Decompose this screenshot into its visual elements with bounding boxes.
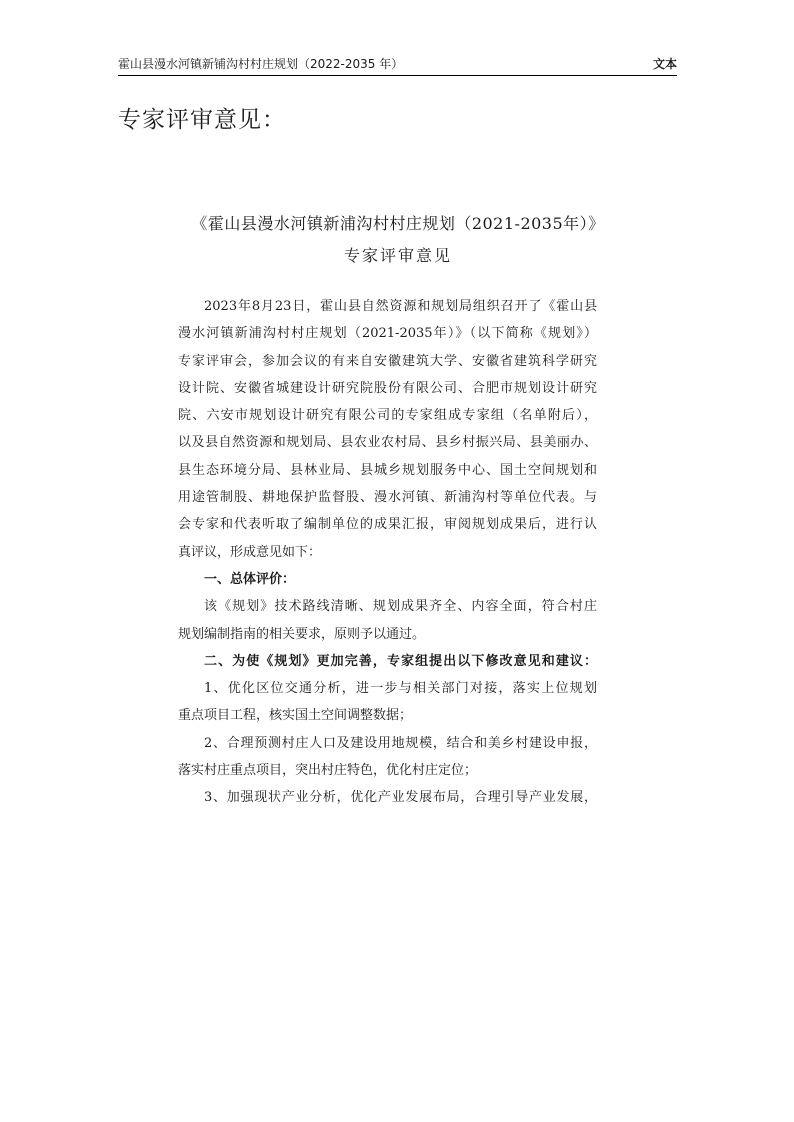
body-line: 设计院、安徽省城建设计研究院股份有限公司、合肥市规划设计研究	[178, 380, 597, 396]
document-title: 《霍山县漫水河镇新浦沟村村庄规划（2021-2035年）》	[191, 214, 605, 233]
review-body	[178, 293, 597, 812]
body-line: 规划编制指南的相关要求，原则予以通过。	[178, 626, 426, 642]
document-subtitle: 专家评审意见	[343, 246, 452, 265]
body-line: 真评议，形成意见如下：	[178, 544, 322, 560]
body-line: 该《规划》技术路线清晰、规划成果齐全、内容全面，符合村庄	[204, 599, 597, 615]
body-line: 以及县自然资源和规划局、县农业农村局、县乡村振兴局、县美丽办、	[178, 435, 597, 451]
section-heading: 专家评审意见：	[118, 107, 286, 133]
body-line: 3、加强现状产业分析，优化产业发展布局，合理引导产业发展，	[204, 790, 597, 806]
body-line: 2023年8月23日，霍山县自然资源和规划局组织召开了《霍山县	[204, 299, 597, 314]
body-line: 院、六安市规划设计研究有限公司的专家组成专家组（名单附后），	[178, 408, 597, 424]
section-two-heading: 二、为使《规划》更加完善，专家组提出以下修改意见和建议：	[204, 653, 597, 669]
body-line: 漫水河镇新浦沟村村庄规划（2021-2035年）》（以下简称《规划》）	[178, 326, 597, 342]
section-one-heading: 一、总体评价：	[204, 571, 296, 587]
body-line: 县生态环境分局、县林业局、县城乡规划服务中心、国土空间规划和	[178, 462, 597, 478]
body-line: 2、合理预测村庄人口及建设用地规模，结合和美乡村建设申报，	[204, 735, 597, 751]
body-line: 用途管制股、耕地保护监督股、漫水河镇、新浦沟村等单位代表。与	[178, 490, 597, 506]
body-line: 专家评审会，参加会议的有来自安徽建筑大学、安徽省建筑科学研究	[178, 353, 597, 369]
running-header	[118, 53, 677, 76]
body-line: 1、优化区位交通分析，进一步与相关部门对接，落实上位规划	[204, 681, 597, 697]
body-line: 会专家和代表听取了编制单位的成果汇报，审阅规划成果后，进行认	[178, 517, 597, 533]
body-line: 重点项目工程，核实国土空间调整数据；	[178, 708, 413, 724]
header-label: 文本	[652, 57, 677, 71]
header-document-name: 霍山县漫水河镇新铺沟村村庄规划（2022-2035 年）	[118, 57, 404, 71]
body-line: 落实村庄重点项目，突出村庄特色，优化村庄定位；	[178, 763, 478, 779]
